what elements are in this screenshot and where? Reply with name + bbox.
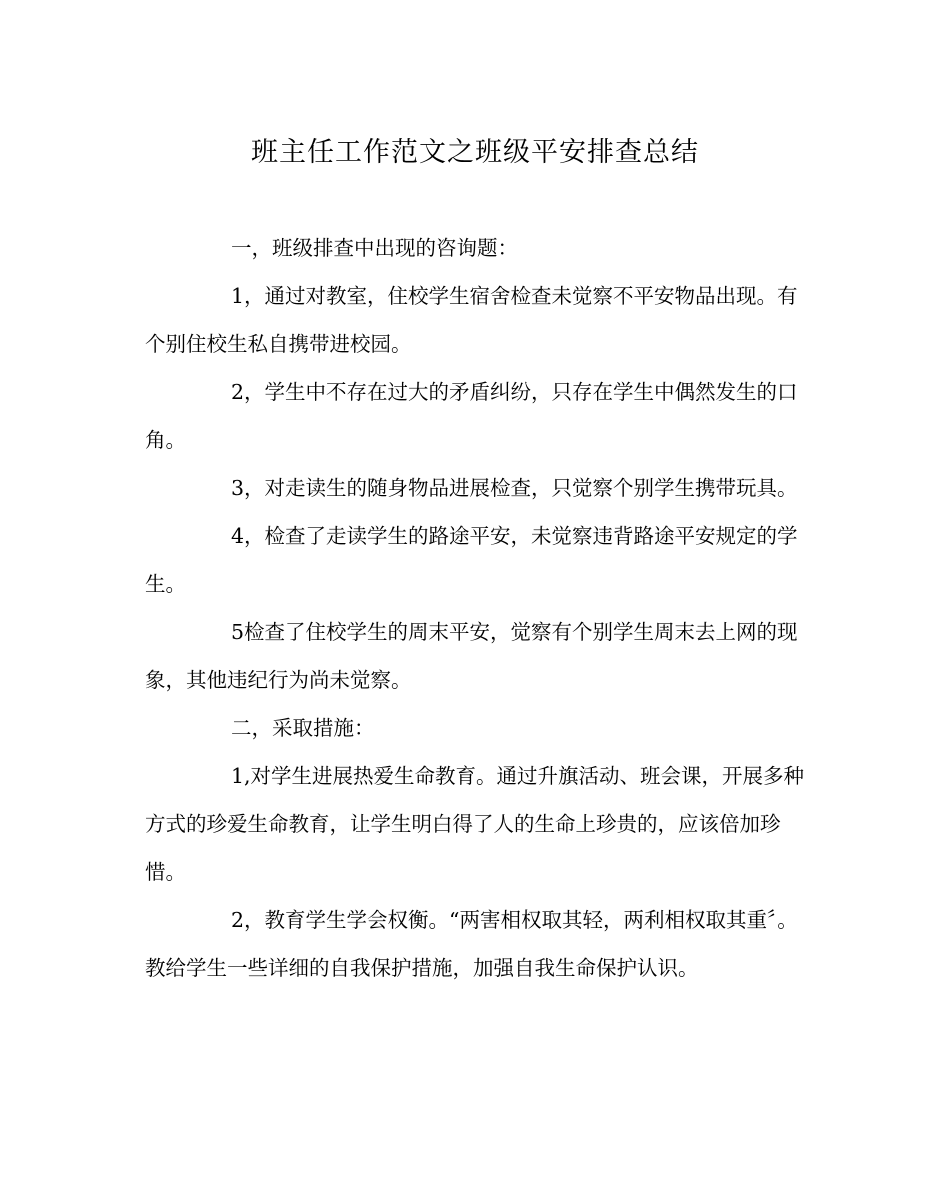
section-heading-issues: 一，班级排查中出现的咨询题： (231, 236, 518, 260)
section-heading-measures: 二，采取措施： (231, 716, 375, 740)
document-body (145, 224, 810, 992)
issue-item-5: 5检查了住校学生的周末平安，觉察有个别学生周末去上网的现象，其他违纪行为尚未觉察。 (145, 620, 798, 692)
issue-item-3: 3，对走读生的随身物品进展检查，只觉察个别学生携带玩具。 (231, 476, 798, 500)
issue-item-2: 2，学生中不存在过大的矛盾纠纷，只存在学生中偶然发生的口角。 (145, 380, 798, 452)
document-title: 班主任工作范文之班级平安排查总结 (251, 137, 699, 168)
measure-item-2: 2，教育学生学会权衡。“两害相权取其轻，两利相权取其重〞。教给学生一些详细的自我保护措施，加强自我生命保护认识。 (145, 908, 798, 980)
measure-item-1: 1,对学生进展热爱生命教育。通过升旗活动、班会课，开展多种方式的珍爱生命教育，让学生明白得了人的生命上珍贵的，应该倍加珍惜。 (145, 764, 805, 884)
issue-item-1: 1，通过对教室，住校学生宿舍检查未觉察不平安物品出现。有个别住校生私自携带进校园。 (145, 284, 798, 356)
issue-item-4: 4，检查了走读学生的路途平安，未觉察违背路途平安规定的学生。 (145, 524, 798, 596)
